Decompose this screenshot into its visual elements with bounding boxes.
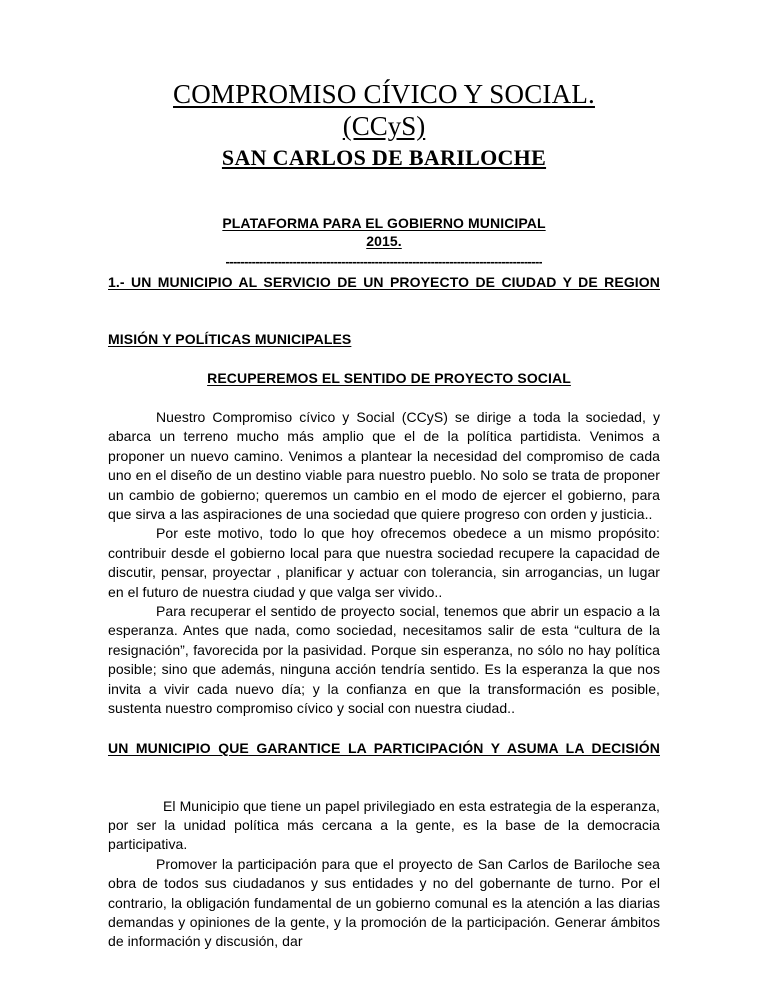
body-text-block-2 — [108, 797, 660, 952]
document-city-subtitle — [108, 144, 660, 172]
section-heading-1 — [108, 273, 660, 311]
subheading-recuperemos-text: RECUPEREMOS EL SENTIDO DE PROYECTO SOCIAL — [207, 370, 571, 386]
document-title-line-2 — [108, 110, 660, 142]
spacer-after-section-1 — [108, 311, 660, 330]
subheading-recuperemos — [108, 369, 660, 388]
platform-heading-block — [108, 214, 660, 250]
spacer-before-body-1 — [108, 388, 660, 408]
paragraph-para-recuperar: Para recuperar el sentido de proyecto social, tenemos que abrir un espacio a la esperanza. Antes que nada, como sociedad, necesitamos salir de esta “cultura de la resignación”, favorecida por la pasividad. Porque sin esperanza, no sólo no hay política posible; sino que además, ninguna acción tendría sentido. Es la esperanza la que nos invita a vivir cada nuevo día; y la confianza en que la transformación es posible, sustenta nuestro compromiso cívico y social con nuestra ciudad.. — [108, 603, 660, 717]
body-text-block-1 — [108, 408, 660, 719]
document-city-text: SAN CARLOS DE BARILOCHE — [221, 145, 547, 170]
paragraph-el-municipio: El Municipio que tiene un papel privilegiado en esta estrategia de la esperanza, por ser la unidad política más cercana a la gente, es la base de la democracia participativa. — [108, 797, 660, 853]
document-title-line-1 — [108, 78, 660, 110]
spacer-before-section-2 — [108, 719, 660, 739]
separator-rule-row — [108, 255, 660, 273]
platform-heading-line-1-text: PLATAFORMA PARA EL GOBIERNO MUNICIPAL — [222, 215, 546, 231]
document-title-block — [108, 0, 660, 172]
paragraph-promover-participacion: Promover la participación para que el proyecto de San Carlos de Bariloche sea obra de todos sus ciudadanos y sus entidades y no del gobernante de turno. Por el contrario, la obligación fundamental de un gobierno comunal es la atención a las diarias demandas y opiniones de la gente, y la promoción de la participación. Generar ámbitos de información y discusión, dar — [108, 855, 660, 950]
spacer-after-section-2 — [108, 777, 660, 797]
platform-heading-line-2 — [108, 232, 660, 250]
platform-heading-year-text: 2015. — [366, 233, 402, 249]
document-acronym-text: (CCyS) — [342, 111, 426, 141]
document-title-line-1-text: COMPROMISO CÍVICO Y SOCIAL. — [173, 79, 595, 109]
paragraph-por-este-motivo: Por este motivo, todo lo que hoy ofrecemos obedece a un mismo propósito: contribuir desde el gobierno local para que nuestra sociedad recupere la capacidad de discutir, pensar, proyectar , planificar y actuar con tolerancia, sin arrogancias, un lugar en el futuro de nuestra ciudad y que valga ser vivido.. — [108, 525, 660, 600]
dashed-separator: ------------------------------------------------------------------------------------- — [225, 255, 543, 268]
paragraph-nuestro-compromiso: Nuestro Compromiso cívico y Social (CCyS) se dirige a toda la sociedad, y abarca un terreno mucho más amplio que el de la política partidista. Venimos a proponer un nuevo camino. Venimos a plantear la necesidad del compromiso de cada uno en el diseño de un destino viable para nuestro pueblo. No solo se trata de proponer un cambio de gobierno; queremos un cambio en el modo de ejercer el gobierno, para que sirva a las aspiraciones de una sociedad que quiere progreso con orden y justicia.. — [108, 409, 660, 523]
spacer-after-mision — [108, 349, 660, 369]
subheading-mision-politicas — [108, 330, 660, 349]
platform-heading-line-1 — [108, 214, 660, 232]
section-heading-1-text: 1.- UN MUNICIPIO AL SERVICIO DE UN PROYECTO DE CIUDAD Y DE REGION — [108, 274, 660, 290]
subheading-mision-politicas-text: MISIÓN Y POLÍTICAS MUNICIPALES — [108, 331, 352, 347]
section-heading-2-text: UN MUNICIPIO QUE GARANTICE LA PARTICIPACIÓN Y ASUMA LA DECISIÓN — [108, 739, 660, 756]
section-heading-2 — [108, 739, 660, 777]
